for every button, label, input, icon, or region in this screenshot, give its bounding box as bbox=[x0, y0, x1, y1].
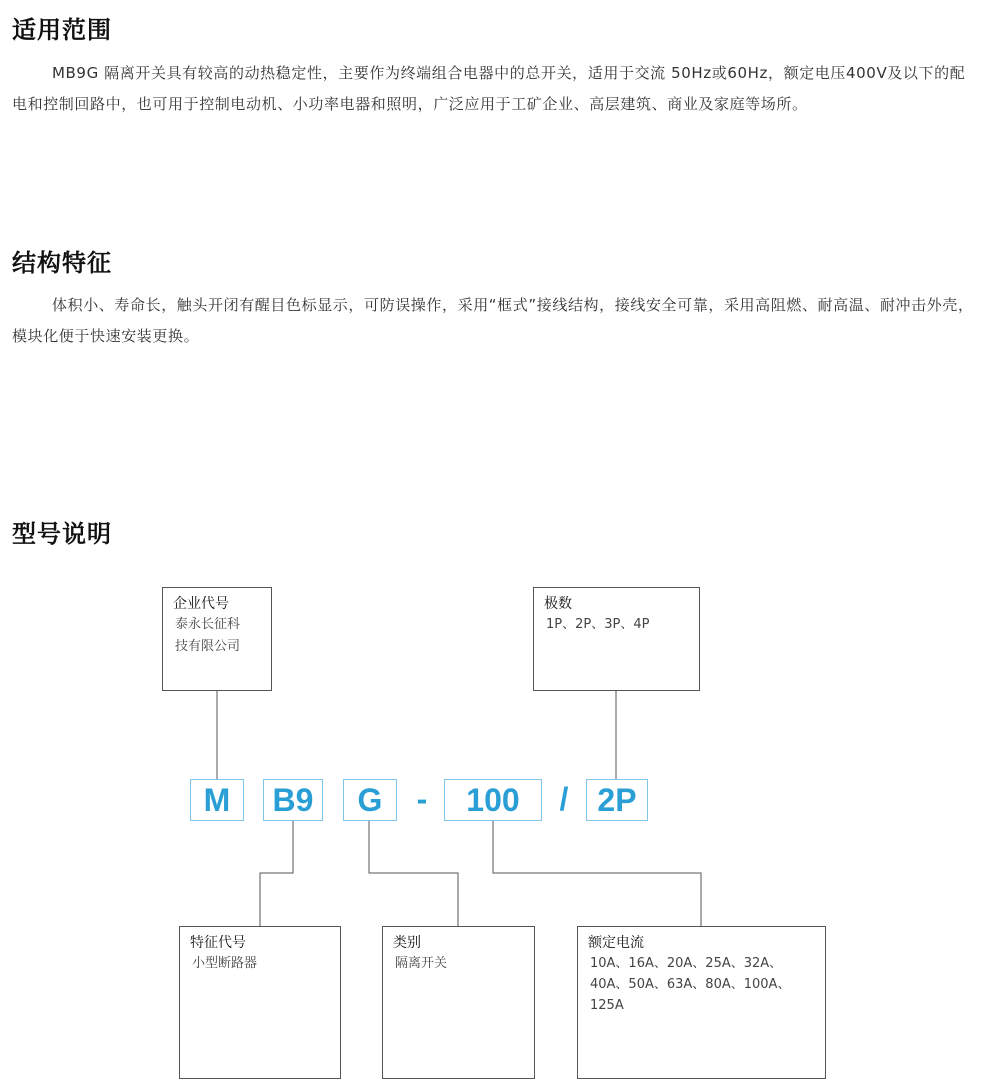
box-poles bbox=[533, 587, 700, 691]
box-current-line-1: 10A、16A、20A、25A、32A、 bbox=[590, 956, 783, 971]
section-text-scope: MB9G 隔离开关具有较高的动热稳定性，主要作为终端组合电器中的总开关，适用于交流 50Hz或60Hz，额定电压400V及以下的配电和控制回路中，也可用于控制电动机、小功率电器和照明，广泛应用于工矿企业、高层建筑、商业及家庭等场所。 bbox=[12, 64, 966, 113]
code-segment-poles: 2P bbox=[586, 779, 648, 821]
code-segment-b9: B9 bbox=[263, 779, 323, 821]
section-heading-scope: 适用范围 bbox=[12, 16, 112, 44]
box-current-title: 额定电流 bbox=[588, 935, 644, 951]
code-segment-current: 100 bbox=[444, 779, 542, 821]
section-text-structure: 体积小、寿命长，触头开闭有醒目色标显示，可防误操作，采用“框式”接线结构，接线安全可靠，采用高阻燃、耐高温、耐冲击外壳，模块化便于快速安装更换。 bbox=[12, 296, 974, 345]
box-poles-line-1: 1P、2P、3P、4P bbox=[546, 617, 650, 632]
section-heading-model: 型号说明 bbox=[12, 520, 112, 548]
code-segment-m: M bbox=[190, 779, 244, 821]
box-category-line-1: 隔离开关 bbox=[395, 956, 448, 971]
code-segment-g: G bbox=[343, 779, 397, 821]
box-current-line-2: 40A、50A、63A、80A、100A、 bbox=[590, 977, 791, 992]
box-category bbox=[382, 926, 535, 1079]
box-category-title: 类别 bbox=[393, 935, 421, 951]
section-heading-structure: 结构特征 bbox=[12, 249, 112, 277]
box-feature-code bbox=[179, 926, 341, 1079]
box-company-title: 企业代号 bbox=[173, 596, 229, 612]
box-current-line-3: 125A bbox=[590, 998, 624, 1013]
connector-b9-feature bbox=[260, 821, 293, 926]
box-company-code bbox=[162, 587, 272, 691]
box-poles-title: 极数 bbox=[544, 596, 572, 612]
box-feature-line-1: 小型断路器 bbox=[192, 956, 258, 971]
code-separator-slash: / bbox=[559, 781, 569, 817]
box-rated-current bbox=[577, 926, 826, 1079]
box-feature-title: 特征代号 bbox=[190, 935, 246, 951]
connector-100-current bbox=[493, 821, 701, 926]
connector-g-category bbox=[369, 821, 458, 926]
code-separator-dash: - bbox=[416, 781, 428, 817]
box-company-line-2: 技有限公司 bbox=[175, 639, 241, 654]
box-company-line-1: 泰永长征科 bbox=[175, 617, 241, 632]
